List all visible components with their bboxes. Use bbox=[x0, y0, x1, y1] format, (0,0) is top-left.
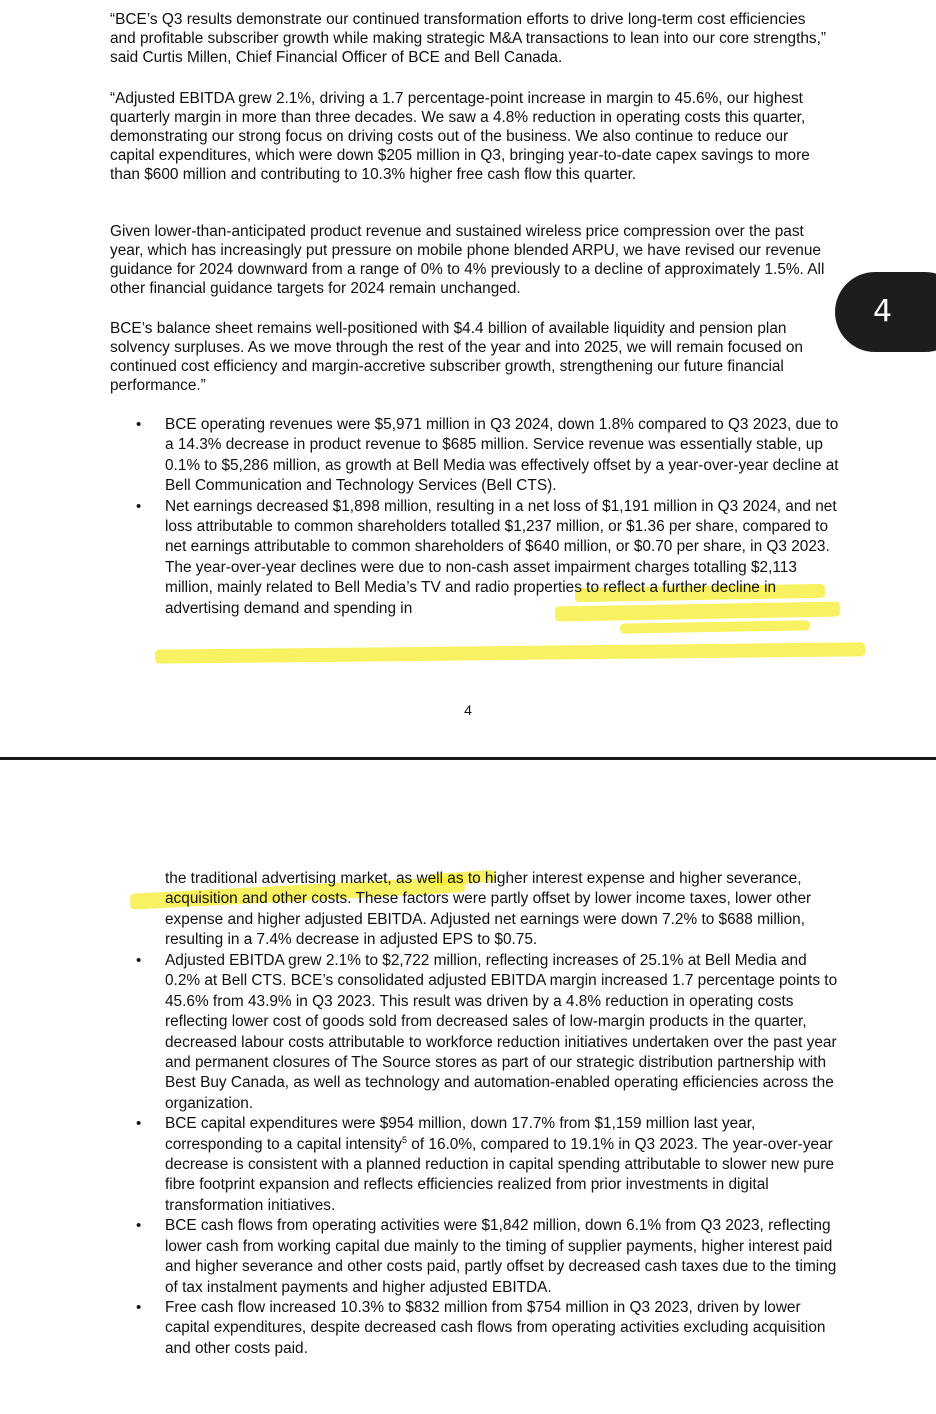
bullet-text: BCE operating revenues were $5,971 million in Q3 2024, down 1.8% compared to Q3 2023, due to a 14.3% decrease in product revenue to $685 million. Service revenue was essentially stable, up 0.1% to $5,286 million, as growth at Bell Media was effectively offset by a year-over-year decline at Bell Communication and Technology Services (Bell CTS). bbox=[165, 416, 839, 495]
page-divider bbox=[0, 757, 936, 760]
bullet-text: Net earnings decreased $1,898 million, resulting in a net loss of $1,191 million in Q3 2024, and net loss attributable to common shareholders totalled $1,237 million, or $1.36 per share, compared to net earnings attributable to common shareholders of $640 million, or $0.70 per share, in Q3 2023. The year-over-year declines were due to non-cash asset impairment charges totalling $2,113 million, mainly related to Bell Media’s TV and radio properties to reflect a further decline in advertising demand and spending in bbox=[165, 497, 837, 617]
list-item bbox=[110, 1216, 840, 1298]
continued-bullet-text: the traditional advertising market, as well as to higher interest expense and higher severance, acquisition and other costs. These factors were partly offset by lower income taxes, lower other expense and higher adjusted EBITDA. Adjusted net earnings were down 7.2% to $688 million, resulting in a 7.4% decrease in adjusted EPS to $0.75. bbox=[165, 870, 812, 949]
bullet-text: Adjusted EBITDA grew 2.1% to $2,722 million, reflecting increases of 25.1% at Bell Media and 0.2% at Bell CTS. BCE’s consolidated adjusted EBITDA margin increased 1.7 percentage points to 45.6% from 43.9% in Q3 2023. This result was driven by a 4.8% reduction in operating costs reflecting lower cost of goods sold from decreased sales of low-margin products in the quarter, decreased labour costs attributable to workforce reduction initiatives undertaken over the past year and permanent closures of The Source stores as part of our strategic distribution partnership with Best Buy Canada, as well as technology and automation-enabled operating efficiencies across the organization. bbox=[165, 952, 838, 1112]
quote-paragraph: “BCE’s Q3 results demonstrate our continued transformation efforts to drive long-term cost efficiencies and profitable subscriber growth while making strategic M&A transactions to lean into our core strengths,” said Curtis Millen, Chief Financial Officer of BCE and Bell Canada. bbox=[110, 11, 827, 66]
results-bullet-list bbox=[110, 415, 840, 619]
bullet-icon: • bbox=[136, 1115, 142, 1133]
bullet-icon: • bbox=[136, 952, 142, 969]
bullet-text: Free cash flow increased 10.3% to $832 million from $754 million in Q3 2023, driven by lower capital expenditures, despite decreased cash flows from operating activities excluding acquisition and other costs paid. bbox=[165, 1298, 826, 1357]
bullet-text: BCE capital expenditures were $954 million, down 17.7% from $1,159 million last year, corresponding to a capital intensity bbox=[165, 1115, 756, 1153]
page-indicator-number: 4 bbox=[873, 294, 893, 329]
bullet-icon: • bbox=[136, 1217, 142, 1235]
list-item bbox=[110, 497, 840, 619]
list-item bbox=[110, 1298, 840, 1359]
bullet-icon: • bbox=[136, 1298, 142, 1316]
footnote-marker: 5 bbox=[401, 1134, 407, 1145]
balance-sheet-paragraph: BCE’s balance sheet remains well-positioned with $4.4 billion of available liquidity and pension plan solvency surpluses. As we move through the rest of the year and into 2025, we will remain focused on continued cost efficiency and margin-accretive subscriber growth, strengthening our future financial performance.” bbox=[110, 320, 803, 394]
guidance-paragraph: Given lower-than-anticipated product revenue and sustained wireless price compression over the past year, which has increasingly put pressure on mobile phone blended ARPU, we have revised our revenue guidance for 2024 downward from a range of 0% to 4% previously to a decline of approximately 1.5%. All other financial guidance targets for 2024 remain unchanged. bbox=[110, 223, 825, 297]
page-indicator-badge bbox=[835, 272, 936, 352]
highlight-stroke bbox=[620, 620, 810, 633]
list-item bbox=[110, 1114, 840, 1216]
highlight-stroke bbox=[155, 642, 865, 663]
bullet-text: BCE cash flows from operating activities were $1,842 million, down 6.1% from Q3 2023, reflecting lower cash from working capital due mainly to the timing of supplier payments, higher interest paid and higher severance and other costs paid, partly offset by decreased cash taxes due to the timing of tax instalment payments and higher adjusted EBITDA. bbox=[165, 1217, 837, 1296]
list-item bbox=[110, 415, 840, 497]
quote-paragraph: “Adjusted EBITDA grew 2.1%, driving a 1.7 percentage-point increase in margin to 45.6%, our highest quarterly margin in more than three decades. We saw a 4.8% reduction in operating costs this quarter, demonstrating our strong focus on driving costs out of the business. We also continue to reduce our capital expenditures, which were down $205 million in Q3, bringing year-to-date capex savings to more than $600 million and contributing to 10.3% higher free cash flow this quarter. bbox=[110, 90, 810, 183]
bullet-text: of 16.0%, compared to 19.1% in Q3 2023. The year-over-year decrease is consistent with a planned reduction in capital spending attributable to slower new pure fibre footprint expansion and reflects efficiencies realized from prior investments in digital transformation initiatives. bbox=[165, 1135, 835, 1214]
results-bullet-list bbox=[110, 951, 840, 1359]
bullet-icon: • bbox=[136, 416, 142, 433]
bullet-icon: • bbox=[136, 497, 142, 515]
page-number: 4 bbox=[464, 702, 472, 718]
list-item bbox=[110, 951, 840, 1114]
